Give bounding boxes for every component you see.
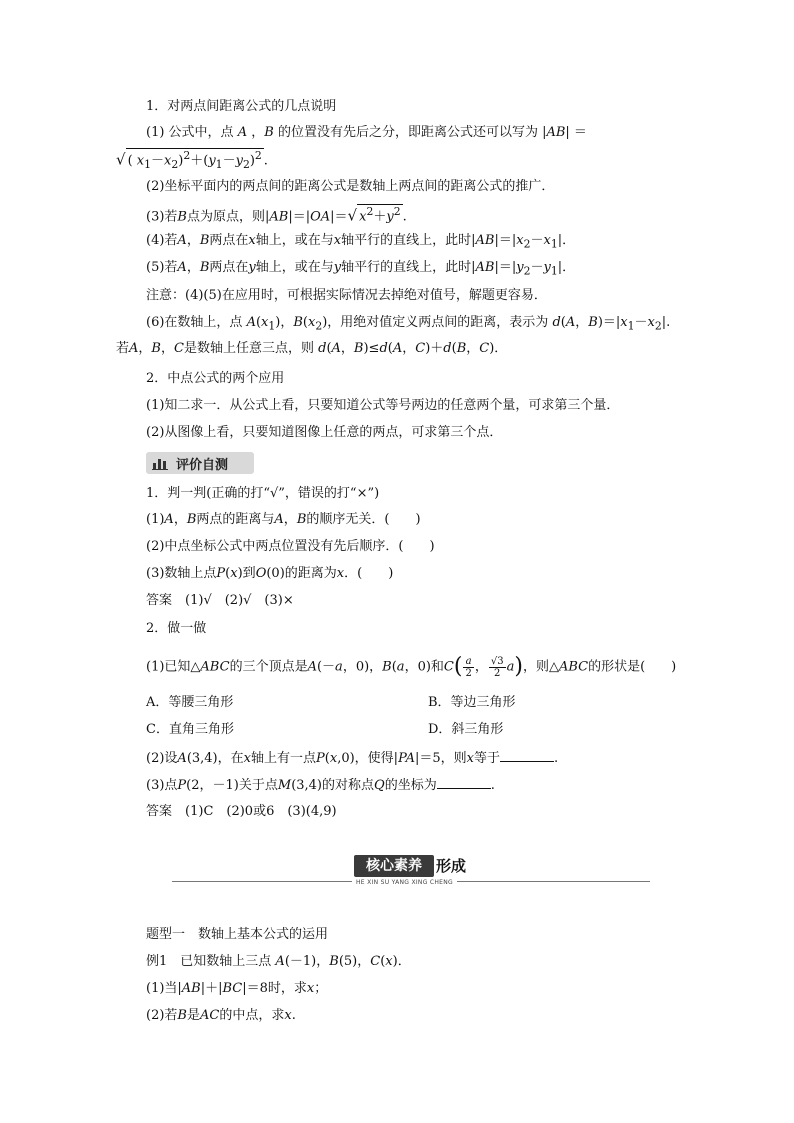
option-b: B．等边三角形 [428, 695, 516, 710]
question-item: (1)当|AB|＋|BC|＝8时，求x； [146, 981, 328, 996]
paragraph: (4)若A，B两点在x轴上，或在与x轴平行的直线上，此时$|AB|=|x_2-x_1|$． [146, 233, 576, 251]
banner-light-label: 形成 [436, 857, 467, 875]
note: 注意：(4)(5)在应用时，可根据实际情况去掉绝对值号，解题更容易． [146, 288, 547, 303]
section-title: 2．中点公式的两个应用 [146, 371, 285, 386]
answer-blank[interactable] [500, 749, 554, 762]
answer-label: 答案 [146, 804, 173, 819]
paragraph: (2)从图像上看，只要知道图像上任意的两点，可求第三个点． [146, 425, 503, 440]
self-test-badge [146, 452, 254, 474]
answer-text: (1)C (2)0或6 (3)(4,9) [185, 804, 337, 819]
badge-label: 评价自测 [176, 458, 229, 473]
chart-bar-icon [152, 456, 168, 470]
question-title: 2．做一做 [146, 621, 207, 636]
answer-text: (1)√ (2)√ (3)× [185, 593, 294, 608]
answer-label: 答案 [146, 593, 173, 608]
answer-blank[interactable] [437, 776, 491, 789]
answer-line [146, 592, 294, 610]
question-item: (1)已知△ABC的三个顶点是A(－a，0)，B(a，0)和C( $\frac{a}{2}$ ， $\frac{√3}{2}$ a)，则△ABC的形状是( ) [146, 654, 677, 679]
paragraph: (5)若A，B两点在y轴上，或在与y轴平行的直线上，此时$|AB|=|y_2-y_1|$． [146, 260, 576, 278]
paragraph: (2)坐标平面内的两点间的距离公式是数轴上两点间的距离公式的推广． [146, 179, 555, 194]
question-item: (3)数轴上点P(x)到O(0)的距离为x．( ) [146, 566, 394, 581]
question-item: (1)A，B两点的距离与A，B的顺序无关．( ) [146, 512, 421, 527]
option-c: C．直角三角形 [146, 722, 234, 737]
paragraph: (1)知二求一．从公式上看，只要知道公式等号两边的任意两个量，可求第三个量． [146, 398, 620, 413]
answer-line [146, 803, 337, 821]
section-title: 题型一 数轴上基本公式的运用 [146, 927, 329, 942]
formula-line: √ ( $x_1-x_2)^2+(y_1-y_2)^2$ . [116, 149, 268, 171]
section-title: 1．对两点间距离公式的几点说明 [146, 99, 337, 114]
paragraph: (1) 公式中，点 A ，B 的位置没有先后之分，即距离公式还可以写为 |AB| ＝ [146, 125, 587, 140]
paragraph: (3)若B点为原点，则|AB|＝|OA|＝√ $x^2+y^2$ . [146, 205, 407, 225]
question-item: (3)点P(2，－1)关于点M(3,4)的对称点Q的坐标为 . [146, 778, 495, 793]
option-d: D．斜三角形 [428, 722, 504, 737]
option-a: A．等腰三角形 [146, 695, 234, 710]
question-item: (2)中点坐标公式中两点位置没有先后顺序．( ) [146, 539, 435, 554]
example: 例1 已知数轴上三点 A(－1)，B(5)，C(x)． [146, 954, 411, 969]
banner-dark-label: 核心素养 [354, 855, 434, 877]
paragraph: 若A，B，C是数轴上任意三点，则 d(A，B)≤d(A，C)＋d(B，C)． [116, 341, 508, 356]
banner-pinyin: HE XIN SU YANG XING CHENG [352, 879, 457, 886]
paragraph: (6)在数轴上，点 $A(x_1)$，$B(x_2)$，用绝对值定义两点间的距离，表示为 d(A，$B)=|x_1-x_2|$. [146, 315, 671, 333]
question-item: (2)若B是AC的中点，求x. [146, 1008, 296, 1023]
question-title: 1．判一判(正确的打“√”，错误的打“×”) [146, 486, 380, 501]
question-item: (2)设A(3,4)，在x轴上有一点P(x,0)，使得|PA|＝5，则x等于 . [146, 751, 559, 766]
